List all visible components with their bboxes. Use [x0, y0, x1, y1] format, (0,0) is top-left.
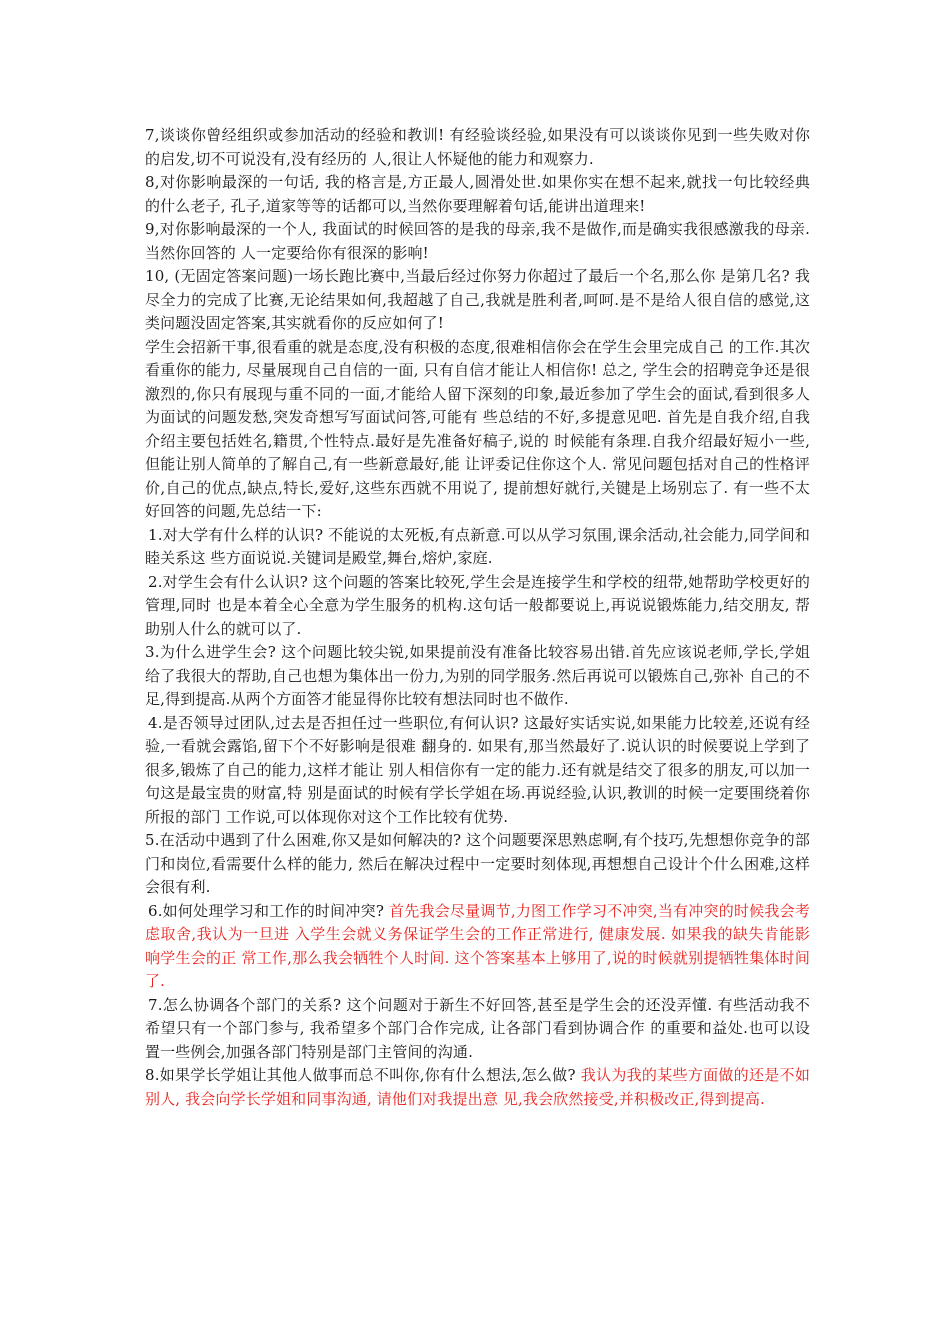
paragraph-q8-motto: [145, 171, 810, 218]
paragraph-text: 2.对学生会有什么认识? 这个问题的答案比较死,学生会是连接学生和学校的纽带,她帮助学校更好的管理,同时 也是本着全心全意为学生服务的机构.这句话一般都要说上,再说说锻炼能力,结交朋友, 帮助别人什么的就可以了.: [145, 572, 810, 638]
document-body: [145, 124, 810, 1111]
paragraph-text: 3.为什么进学生会? 这个问题比较尖锐,如果提前没有准备比较容易出错.首先应该说老师,学长,学姐给了我很大的帮助,自己也想为集体出一份力,为别的同学服务.然后再说可以锻炼自己,弥补 自己的不足,得到提高.从两个方面答才能显得你比较有想法同时也不做作.: [145, 643, 810, 708]
paragraph-a7-coordinate: [145, 994, 810, 1065]
paragraph-text: 8.如果学长学姐让其他人做事而总不叫你,你有什么想法,怎么做?: [145, 1066, 581, 1084]
paragraph-a2-union: [145, 571, 810, 642]
highlighted-answer-text: 我认为我的某些方面做的还是不如别人, 我会向学长学姐和同事沟通, 请他们对我提出意 见,我会欣然接受,并积极改正,得到提高.: [145, 1066, 810, 1108]
paragraph-text: 6.如何处理学习和工作的时间冲突?: [148, 901, 390, 920]
paragraph-a3-why-join: [145, 641, 810, 712]
paragraph-text: 8,对你影响最深的一句话, 我的格言是,方正最人,圆滑处世.如果你实在想不起来,就找一句比较经典的什么老子, 孔子,道家等等的话都可以,当然你要理解着句话,能讲出道理来!: [145, 173, 810, 215]
paragraph-text: 5.在活动中遇到了什么困难,你又是如何解决的? 这个问题要深思熟虑啊,有个技巧,先想想你竞争的部门和岗位,看需要什么样的能力, 然后在解决过程中一定要时刻体现,再想想自己设计个什么困难,这样会很有利.: [145, 831, 810, 896]
paragraph-text: 4.是否领导过团队,过去是否担任过一些职位,有何认识? 这最好实话实说,如果能力比较差,还说有经验,一看就会露馅,留下个不好影响是很难 翻身的. 如果有,那当然最好了.说认识的时候要说上学到了很多,锻炼了自己的能力,这样才能让 别人相信你有一定的能力.还有就是结交了很多的朋友,可以加一句这是最宝贵的财富,特 别是面试的时候有学长学姐在场.再说经验,认识,教训的时候一定要围绕着你所报的部门 工作说,可以体现你对这个工作比较有优势.: [145, 713, 810, 826]
paragraph-text: 10, (无固定答案问题)一场长跑比赛中,当最后经过你努力你超过了最后一个名,那么你 是第几名? 我尽全力的完成了比赛,无论结果如何,我超越了自己,我就是胜利者,呵呵.是不是给人很自信的感觉,这类问题没固定答案,其实就看你的反应如何了!: [145, 267, 810, 332]
paragraph-text: 9,对你影响最深的一个人, 我面试的时候回答的是我的母亲,我不是做作,而是确实我很感激我的母亲.当然你回答的 人一定要给你有很深的影响!: [145, 220, 810, 262]
paragraph-text: 7,谈谈你曾经组织或参加活动的经验和教训! 有经验谈经验,如果没有可以谈谈你见到一些失败对你的启发,切不可说没有,没有经历的 人,很让人怀疑他的能力和观察力.: [145, 126, 810, 168]
paragraph-q7-experience: [145, 124, 810, 171]
paragraph-a1-university: [145, 524, 810, 571]
highlighted-answer-text: 首先我会尽量调节,力图工作学习不冲突,当有冲突的时候我会考虑取舍,我认为一旦进 入学生会就义务保证学生会的工作正常进行, 健康发展. 如果我的缺失肯能影响学生会的正 常工作,那么我会牺牲个人时间. 这个答案基本上够用了,说的时候就别提牺牲集体时间了.: [145, 901, 811, 990]
paragraph-q9-person: [145, 218, 810, 265]
paragraph-text: 7.怎么协调各个部门的关系? 这个问题对于新生不好回答,甚至是学生会的还没弄懂. 有些活动我不希望只有一个部门参与, 我希望多个部门合作完成, 让各部门看到协调合作 的重要和益处.也可以设置一些例会,加强各部门特别是部门主管间的沟通.: [145, 995, 810, 1061]
paragraph-a6-time-conflict: [145, 900, 810, 994]
paragraph-a5-difficulty: [145, 829, 810, 900]
paragraph-text: 1.对大学有什么样的认识? 不能说的太死板,有点新意.可以从学习氛围,课余活动,社会能力,同学间和睦关系这 些方面说说.关键词是殿堂,舞台,熔炉,家庭.: [145, 525, 810, 567]
paragraph-intro-student-union: [145, 336, 810, 524]
paragraph-q10-race: [145, 265, 810, 336]
paragraph-a8-others-tasked: [145, 1064, 810, 1111]
paragraph-text: 学生会招新干事,很看重的就是态度,没有积极的态度,很难相信你会在学生会里完成自己 的工作.其次看重你的能力, 尽量展现自己自信的一面, 只有自信才能让人相信你! 总之, 学生会的招聘竞争还是很激烈的,你只有展现与重不同的一面,才能给人留下深刻的印象,最近参加了学生会的面试,看到很多人为面试的问题发愁,突发奇想写写面试问答,可能有 些总结的不好,多提意见吧. 首先是自我介绍,自我介绍主要包括姓名,籍贯,个性特点.最好是先准备好稿子,说的 时候能有条理.自我介绍最好短小一些,但能让别人简单的了解自己,有一些新意最好,能 让评委记住你这个人. 常见问题包括对自己的性格评价,自己的优点,缺点,特长,爱好,这些东西就不用说了, 提前想好就行,关键是上场别忘了. 有一些不太好回答的问题,先总结一下:: [145, 337, 810, 520]
paragraph-a4-lead-team: [145, 712, 810, 830]
